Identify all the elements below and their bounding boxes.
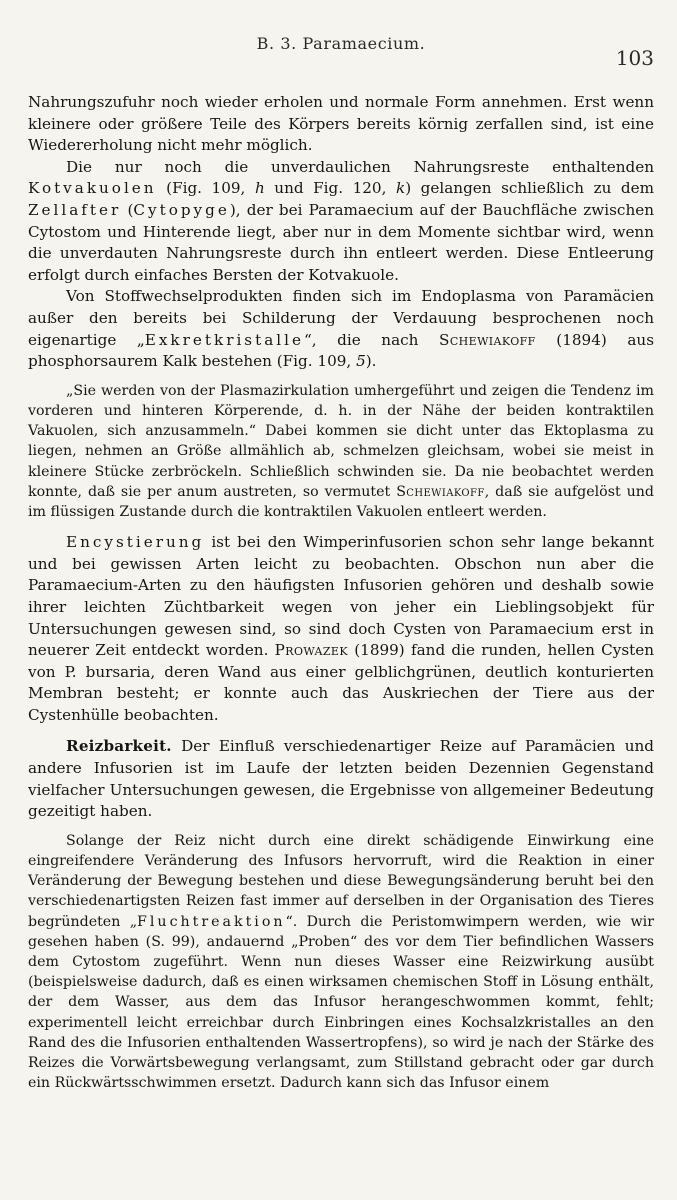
paragraph-exkretkristalle: Von Stoffwechselprodukten finden sich im Endoplasma von Paramäcien außer den bereits bei Schilderung der Verdauung besprochenen noch eigenartige „Exkretkristalle“, die nach Schewiakoff (1894) aus phosphorsaurem Kalk bestehen (Fig. 109, 5). [28,287,654,371]
page-number: 103 [615,46,654,70]
term-exkretkristalle: Exkretkristalle [144,330,304,349]
author-schewiakoff-2: Schewiakoff [396,483,485,500]
term-fluchtreaktion: Fluchtreaktion [137,913,286,930]
paragraph-reizbarkeit: Reizbarkeit. Der Einfluß verschiedenartiger Reize auf Paramäcien und andere Infusorien ist im Laufe der letzten beiden Dezennien Gegenstand vielfacher Untersuchungen gewesen, die Ergebnisse von allgemeiner Bedeutung gezeitigt haben. [28,737,655,821]
paragraph-kotvakuolen: Die nur noch die unverdaulichen Nahrungsreste enthaltenden Kotvakuolen (Fig. 109, h und Fig. 120, k) gelangen schließlich zu dem Zellafter (Cytopyge), der bei Paramaecium auf der Bauchfläche zwischen Cytostom und Hinterende liegt, aber nur in dem Momente sichtbar wird, wenn die unverdauten Nahrungsreste durch ihn entleert werden. Diese Entleerung erfolgt durch einfaches Bersten der Kotvakuole. [28,157,655,284]
paragraph-quotation: „Sie werden von der Plasmazirkulation umhergeführt und zeigen die Tendenz im vorderen und hinteren Körperende, d. h. in der Nähe der beiden kontraktilen Vakuolen, sich anzusammeln.“ Dabei kommen sie dicht unter das Ektoplasma zu liegen, nehmen an Größe allmählich ab, schmelzen gleichsam, wobei sie meist in kleinere Stücke zerbröckeln. Schließlich schwinden sie. Da nie beobachtet werden konnte, daß sie per anum austreten, so vermutet Schewiakoff, daß sie aufgelöst und im flüssigen Zustande durch die kontraktilen Vakuolen entleert werden. [28,382,654,520]
author-prowazek: Prowazek [274,641,348,660]
author-schewiakoff: Schewiakoff [439,330,536,349]
term-cytopyge: Cytopyge [133,200,230,219]
quotation-block [28,381,654,522]
paragraph-continuation: Nahrungszufuhr noch wieder erholen und normale Form annehmen. Erst wenn kleinere oder größere Teile des Körpers bereits körnig zerfallen sind, ist eine Wiedererholung nicht mehr möglich. [28,93,654,155]
term-zellafter: Zellafter [28,200,122,219]
book-page [28,0,654,1200]
term-kotvakuolen: Kotvakuolen [28,179,157,198]
paragraph-fluchtreaktion: Solange der Reiz nicht durch eine direkt schädigende Einwirkung eine eingreifendere Veränderung des Infusors hervorruft, wird die Reaktion in einer Veränderung der Bewegung bestehen und diese Bewegungsänderung beruht bei den verschiedenartigsten Reizen fast immer auf derselben in der Organisation des Tieres begründeten „Fluchtreaktion“. Durch die Peristomwimpern werden, wie wir gesehen haben (S. 99), andauernd „Proben“ des vor dem Tier befindlichen Wassers dem Cytostom zugeführt. Wenn nun dieses Wasser eine Reizwirkung ausübt (beispielsweise dadurch, daß es einen wirksamen chemischen Stoff in Lösung enthält, der dem Wasser, aus dem das Infusor herangeschwommen kommt, fehlt; experimentell leicht erreichbar durch Einbringen eines Kochsalzkristalles an den Rand des die Infusorien enthaltenden Wassertropfens), so wird je nach der Stärke des Reizes die Vorwärtsbewegung verlangsamt, zum Stillstand gebracht oder gar durch ein Rückwärtsschwimmen ersetzt. Dadurch kann sich das Infusor einem [28,832,654,1092]
term-encystierung: Encystierung [66,533,205,552]
body-text-middle [28,532,654,823]
section-heading-reizbarkeit: Reizbarkeit. [66,737,172,756]
paragraph-encystierung: Encystierung ist bei den Wimperinfusorien schon sehr lange bekannt und bei gewissen Arten leicht zu beobachten. Obschon nun aber die Paramaecium-Arten zu den häufigsten Infusorien gehören und deshalb sowie ihrer leichten Züchtbarkeit wegen von jeher ein Lieblingsobjekt für Untersuchungen gewesen sind, so sind doch Cysten von Paramaecium erst in neuerer Zeit entdeckt worden. Prowazek (1899) fand die runden, hellen Cysten von P. bursaria, deren Wand aus einer gelblichgrünen, deutlich konturierten Membran besteht; er konnte auch das Auskriechen der Tiere aus der Cystenhülle beobachten. [28,533,654,724]
running-title: B. 3. Paramaecium. [256,34,426,53]
body-text-lower [28,831,654,1094]
running-header [28,0,654,92]
body-text-upper [28,92,654,373]
